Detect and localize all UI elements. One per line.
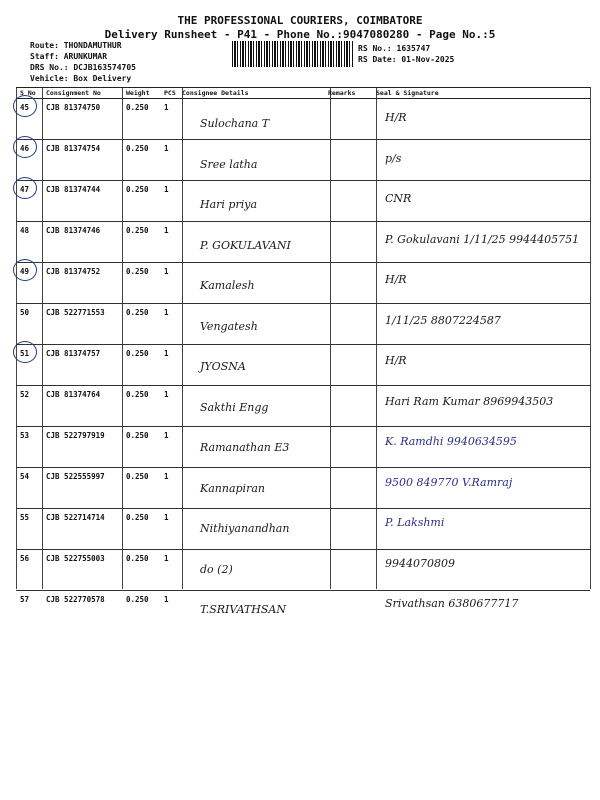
consignment-cell-text: CJB 522555997 — [46, 472, 105, 481]
column-divider — [590, 87, 591, 589]
table-row — [16, 550, 590, 591]
pcs-cell-text: 1 — [164, 595, 169, 604]
weight-cell — [124, 550, 162, 591]
col-pcs: PCS — [162, 88, 180, 99]
weight-cell-text: 0.250 — [126, 103, 149, 112]
runsheet-subtitle: Delivery Runsheet - P41 - Phone No.:9047080280 - Page No.:5 — [104, 28, 496, 41]
seal-signature-handwriting: 9500 849770 V.Ramraj — [385, 475, 513, 489]
consignment-cell — [44, 304, 124, 345]
remarks-cell — [326, 304, 374, 345]
remarks-cell — [326, 345, 374, 386]
seal-signature-handwriting: CNR — [385, 192, 412, 205]
sno-cell — [16, 181, 44, 222]
consignee-handwriting: JYOSNA — [200, 360, 246, 373]
pcs-cell-text: 1 — [164, 349, 169, 358]
consignment-cell-text: CJB 81374744 — [46, 185, 101, 194]
pcs-cell — [162, 386, 180, 427]
consignment-cell-text: CJB 522770578 — [46, 595, 105, 604]
pcs-cell-text: 1 — [164, 308, 169, 317]
consignment-cell-text: CJB 522714714 — [46, 513, 105, 522]
consignment-cell-text: CJB 81374746 — [46, 226, 101, 235]
weight-cell-text: 0.250 — [126, 144, 149, 153]
rs-date: RS Date: 01-Nov-2025 — [358, 55, 455, 64]
pcs-cell-text: 1 — [164, 226, 169, 235]
remarks-cell — [326, 550, 374, 591]
sno-cell — [16, 99, 44, 140]
weight-cell — [124, 386, 162, 427]
sno-cell-text: 50 — [20, 308, 30, 317]
weight-cell-text: 0.250 — [126, 390, 149, 399]
consignee-handwriting: Kamalesh — [200, 279, 255, 292]
table-row — [16, 181, 590, 222]
seal-signature-handwriting: K. Ramdhi 9940634595 — [385, 435, 517, 448]
weight-cell — [124, 304, 162, 345]
pcs-cell — [162, 345, 180, 386]
consignment-cell-text: CJB 81374750 — [46, 103, 101, 112]
sno-cell-text: 57 — [20, 595, 30, 604]
pcs-cell — [162, 304, 180, 345]
seal-signature-handwriting: P. Gokulavani 1/11/25 9944405751 — [385, 232, 580, 246]
seal-cell — [374, 509, 590, 550]
weight-cell — [124, 468, 162, 509]
weight-cell-text: 0.250 — [126, 472, 149, 481]
pcs-cell — [162, 140, 180, 181]
sno-cell-text: 53 — [20, 431, 30, 440]
sno-cell — [16, 386, 44, 427]
consignment-cell-text: CJB 81374757 — [46, 349, 101, 358]
weight-cell — [124, 345, 162, 386]
pcs-cell — [162, 550, 180, 591]
table-row — [16, 140, 590, 181]
weight-cell-text: 0.250 — [126, 226, 149, 235]
pcs-cell-text: 1 — [164, 267, 169, 276]
remarks-cell — [326, 591, 374, 632]
runsheet-table — [16, 87, 590, 631]
pcs-cell — [162, 181, 180, 222]
col-consignee: Consignee Details — [180, 88, 326, 99]
consignment-cell — [44, 591, 124, 632]
consignment-cell — [44, 181, 124, 222]
staff-label: Staff: ARUNKUMAR — [30, 52, 108, 61]
seal-signature-handwriting: p/s — [385, 151, 402, 165]
consignment-cell — [44, 509, 124, 550]
consignee-handwriting: P. GOKULAVANI — [200, 238, 291, 252]
sno-cell — [16, 140, 44, 181]
seal-signature-handwriting: Srivathsan 6380677717 — [385, 597, 519, 610]
sno-cell — [16, 427, 44, 468]
col-seal: Seal & Signature — [374, 88, 590, 99]
pcs-cell — [162, 99, 180, 140]
table-row — [16, 345, 590, 386]
table-row — [16, 99, 590, 140]
sno-cell — [16, 591, 44, 632]
pcs-cell-text: 1 — [164, 390, 169, 399]
sno-cell-text: 51 — [20, 349, 30, 358]
consignment-cell — [44, 550, 124, 591]
sno-cell-text: 56 — [20, 554, 30, 563]
remarks-cell — [326, 509, 374, 550]
consignment-cell-text: CJB 81374752 — [46, 267, 101, 276]
sno-cell-text: 52 — [20, 390, 30, 399]
pcs-cell-text: 1 — [164, 513, 169, 522]
consignment-cell — [44, 99, 124, 140]
seal-signature-handwriting: 9944070809 — [385, 556, 455, 570]
consignment-cell — [44, 140, 124, 181]
seal-signature-handwriting: H/R — [385, 273, 407, 286]
weight-cell-text: 0.250 — [126, 595, 149, 604]
weight-cell-text: 0.250 — [126, 308, 149, 317]
consignee-handwriting: Hari priya — [200, 198, 258, 211]
weight-cell-text: 0.250 — [126, 513, 149, 522]
weight-cell — [124, 263, 162, 304]
consignment-cell-text: CJB 522797919 — [46, 431, 105, 440]
col-consignment: Consignment No — [44, 88, 124, 99]
seal-signature-handwriting: H/R — [385, 111, 407, 124]
drs-label: DRS No.: DCJB163574705 — [30, 63, 136, 72]
seal-cell — [374, 140, 590, 181]
remarks-cell — [326, 468, 374, 509]
sno-cell — [16, 304, 44, 345]
weight-cell — [124, 509, 162, 550]
sno-cell-text: 46 — [20, 144, 30, 153]
consignment-cell — [44, 263, 124, 304]
pcs-cell-text: 1 — [164, 103, 169, 112]
remarks-cell — [326, 99, 374, 140]
circle-mark — [13, 177, 37, 199]
consignment-cell — [44, 427, 124, 468]
table-row — [16, 304, 590, 345]
company-title: THE PROFESSIONAL COURIERS, COIMBATORE — [177, 14, 423, 27]
pcs-cell — [162, 509, 180, 550]
weight-cell-text: 0.250 — [126, 554, 149, 563]
pcs-cell — [162, 591, 180, 632]
consignee-handwriting: Ramanathan E3 — [200, 441, 290, 454]
sno-cell-text: 48 — [20, 226, 30, 235]
weight-cell — [124, 591, 162, 632]
remarks-cell — [326, 222, 374, 263]
remarks-cell — [326, 427, 374, 468]
consignee-handwriting: Sree latha — [200, 157, 258, 171]
vehicle-label: Vehicle: Box Delivery — [30, 74, 132, 83]
seal-signature-handwriting: 1/11/25 8807224587 — [385, 313, 501, 327]
consignment-cell-text: CJB 522771553 — [46, 308, 105, 317]
sno-cell — [16, 345, 44, 386]
consignment-cell — [44, 345, 124, 386]
consignee-handwriting: do (2) — [200, 562, 233, 576]
weight-cell — [124, 222, 162, 263]
barcode — [232, 41, 354, 67]
consignee-handwriting: T.SRIVATHSAN — [200, 603, 286, 616]
consignee-handwriting: Kannapiran — [200, 481, 265, 495]
consignment-cell — [44, 468, 124, 509]
sno-cell — [16, 222, 44, 263]
consignment-cell — [44, 386, 124, 427]
pcs-cell-text: 1 — [164, 431, 169, 440]
weight-cell-text: 0.250 — [126, 267, 149, 276]
consignment-cell-text: CJB 522755003 — [46, 554, 105, 563]
col-remarks: Remarks — [326, 88, 374, 99]
remarks-cell — [326, 140, 374, 181]
sno-cell-text: 45 — [20, 103, 30, 112]
consignee-handwriting: Nithiyanandhan — [200, 522, 290, 535]
weight-cell-text: 0.250 — [126, 431, 149, 440]
table-header-row — [16, 88, 590, 99]
remarks-cell — [326, 386, 374, 427]
seal-signature-handwriting: H/R — [385, 354, 407, 367]
pcs-cell-text: 1 — [164, 185, 169, 194]
rs-number: RS No.: 1635747 — [358, 44, 431, 53]
pcs-cell-text: 1 — [164, 554, 169, 563]
col-weight: Weight — [124, 88, 162, 99]
weight-cell-text: 0.250 — [126, 349, 149, 358]
weight-cell — [124, 427, 162, 468]
seal-signature-handwriting: P. Lakshmi — [385, 516, 445, 529]
circle-mark — [13, 136, 37, 158]
consignee-handwriting: Sakthi Engg — [200, 400, 269, 414]
seal-signature-handwriting: Hari Ram Kumar 8969943503 — [385, 394, 554, 408]
remarks-cell — [326, 263, 374, 304]
sno-cell — [16, 263, 44, 304]
pcs-cell — [162, 468, 180, 509]
table-row — [16, 509, 590, 550]
pcs-cell-text: 1 — [164, 472, 169, 481]
sno-cell — [16, 550, 44, 591]
sno-cell — [16, 468, 44, 509]
pcs-cell — [162, 263, 180, 304]
table-row — [16, 263, 590, 304]
consignment-cell-text: CJB 81374764 — [46, 390, 101, 399]
col-sno: S No — [16, 88, 44, 99]
weight-cell-text: 0.250 — [126, 185, 149, 194]
consignment-cell — [44, 222, 124, 263]
weight-cell — [124, 140, 162, 181]
sno-cell-text: 54 — [20, 472, 30, 481]
sno-cell-text: 55 — [20, 513, 30, 522]
remarks-cell — [326, 181, 374, 222]
circle-mark — [13, 259, 37, 281]
weight-cell — [124, 181, 162, 222]
consignee-handwriting: Sulochana T — [200, 117, 270, 130]
route-label: Route: THONDAMUTHUR — [30, 41, 122, 50]
circle-mark — [13, 95, 37, 117]
pcs-cell — [162, 222, 180, 263]
pcs-cell — [162, 427, 180, 468]
weight-cell — [124, 99, 162, 140]
sno-cell-text: 49 — [20, 267, 30, 276]
consignee-handwriting: Vengatesh — [200, 319, 258, 333]
circle-mark — [13, 341, 37, 363]
pcs-cell-text: 1 — [164, 144, 169, 153]
sno-cell — [16, 509, 44, 550]
consignment-cell-text: CJB 81374754 — [46, 144, 101, 153]
sno-cell-text: 47 — [20, 185, 30, 194]
